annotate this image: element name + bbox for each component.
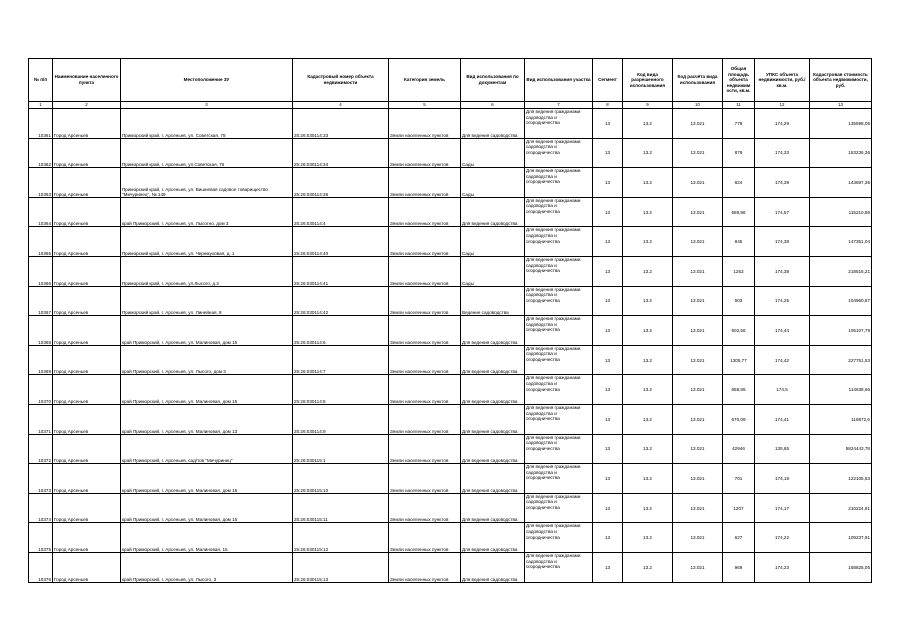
land-category-cell: Земли населенных пунктов bbox=[389, 227, 461, 257]
land-category-cell: Земли населенных пунктов bbox=[389, 523, 461, 553]
row-number: 10365 bbox=[29, 227, 53, 257]
land-category-cell: Земли населенных пунктов bbox=[389, 404, 461, 434]
cadastral-value-cell: 168825,05 bbox=[810, 552, 872, 582]
parcel-use-cell: Для ведения гражданами садоводства и огородничества bbox=[525, 375, 593, 405]
document-use-cell: Сады bbox=[461, 168, 525, 198]
area-cell: 602,56 bbox=[723, 316, 755, 346]
use-code-cell: 13.2 bbox=[623, 464, 673, 494]
column-number: 8 bbox=[593, 102, 623, 109]
header-cell: Вид использования участка bbox=[525, 59, 593, 102]
document-use-cell: Для ведения садоводства bbox=[461, 375, 525, 405]
row-number: 10374 bbox=[29, 493, 53, 523]
calc-code-cell: 13.021 bbox=[673, 227, 723, 257]
calc-code-cell: 13.021 bbox=[673, 286, 723, 316]
parcel-use-cell: Для ведения гражданами садоводства и огородничества bbox=[525, 168, 593, 198]
header-cell: Общая площадь объекта недвижим ости, кв.м. bbox=[723, 59, 755, 102]
column-number-row bbox=[29, 102, 872, 109]
location-cell: край Приморский, г. Арсеньев, ул. Малиновая, дом 15 bbox=[121, 464, 293, 494]
parcel-use-cell: Для ведения гражданами садоводства и огородничества bbox=[525, 138, 593, 168]
cadastral-table bbox=[28, 58, 872, 583]
cadastral-value-cell: 135598,05 bbox=[810, 109, 872, 139]
header-cell: Сегмент bbox=[593, 59, 623, 102]
segment-cell: 13 bbox=[593, 256, 623, 286]
document-use-cell: Сады bbox=[461, 256, 525, 286]
segment-cell: 13 bbox=[593, 286, 623, 316]
cadastral-value-cell: 5824443,78 bbox=[810, 434, 872, 464]
parcel-use-cell: Для ведения гражданами садоводства и огородничества bbox=[525, 404, 593, 434]
table-row bbox=[29, 168, 872, 198]
document-use-cell: Для ведения садоводства bbox=[461, 464, 525, 494]
segment-cell: 13 bbox=[593, 345, 623, 375]
header-cell: Местоположение ЗУ bbox=[121, 59, 293, 102]
cadastral-value-cell: 105107,79 bbox=[810, 316, 872, 346]
cadastral-number-cell: 25:26:030114:8 bbox=[293, 375, 389, 405]
row-number: 10366 bbox=[29, 256, 53, 286]
upks-cell: 174,57 bbox=[755, 197, 810, 227]
table-row bbox=[29, 197, 872, 227]
cadastral-number-cell: 25:26:030115:10 bbox=[293, 464, 389, 494]
row-number: 10369 bbox=[29, 345, 53, 375]
location-cell: Приморский край, г. Арсеньев, ул. Линейная, 8 bbox=[121, 286, 293, 316]
land-category-cell: Земли населенных пунктов bbox=[389, 493, 461, 523]
calc-code-cell: 13.021 bbox=[673, 434, 723, 464]
row-number: 10361 bbox=[29, 109, 53, 139]
column-number: 4 bbox=[293, 102, 389, 109]
row-number: 10371 bbox=[29, 404, 53, 434]
area-cell: 1253 bbox=[723, 256, 755, 286]
calc-code-cell: 13.021 bbox=[673, 345, 723, 375]
row-number: 10362 bbox=[29, 138, 53, 168]
upks-cell: 174,33 bbox=[755, 138, 810, 168]
calc-code-cell: 13.021 bbox=[673, 256, 723, 286]
parcel-use-cell: Для ведения гражданами садоводства и огородничества bbox=[525, 345, 593, 375]
area-cell: 670,09 bbox=[723, 404, 755, 434]
use-code-cell: 13.2 bbox=[623, 493, 673, 523]
area-cell: 845 bbox=[723, 227, 755, 257]
area-cell: 1207 bbox=[723, 493, 755, 523]
column-number: 1 bbox=[29, 102, 53, 109]
location-cell: Приморский край, г. Арсеньев, ул.Лысого, д.3 bbox=[121, 256, 293, 286]
segment-cell: 13 bbox=[593, 552, 623, 582]
cadastral-number-cell: 25:26:030114:6 bbox=[293, 316, 389, 346]
location-cell: край Приморский, г. Арсеньев, ул. Лысогно, дом 3 bbox=[121, 197, 293, 227]
cadastral-number-cell: 25:26:030114:9 bbox=[293, 404, 389, 434]
cadastral-number-cell: 25:26:030114:41 bbox=[293, 256, 389, 286]
document-sheet bbox=[28, 58, 871, 583]
land-category-cell: Земли населенных пунктов bbox=[389, 434, 461, 464]
area-cell: 603 bbox=[723, 286, 755, 316]
table-row bbox=[29, 523, 872, 553]
settlement-cell: Город Арсеньев bbox=[53, 316, 121, 346]
calc-code-cell: 13.021 bbox=[673, 168, 723, 198]
cadastral-number-cell: 25:26:030114:7 bbox=[293, 345, 389, 375]
upks-cell: 174,42 bbox=[755, 345, 810, 375]
settlement-cell: Город Арсеньев bbox=[53, 256, 121, 286]
settlement-cell: Город Арсеньев bbox=[53, 464, 121, 494]
upks-cell: 174,25 bbox=[755, 286, 810, 316]
table-row bbox=[29, 227, 872, 257]
calc-code-cell: 13.021 bbox=[673, 552, 723, 582]
use-code-cell: 13.2 bbox=[623, 109, 673, 139]
cadastral-value-cell: 153236,36 bbox=[810, 138, 872, 168]
cadastral-value-cell: 104960,87 bbox=[810, 286, 872, 316]
table-row bbox=[29, 138, 872, 168]
document-use-cell: Для ведения садоводства bbox=[461, 109, 525, 139]
parcel-use-cell: Для ведения гражданами садоводства и огородничества bbox=[525, 493, 593, 523]
segment-cell: 13 bbox=[593, 197, 623, 227]
segment-cell: 13 bbox=[593, 493, 623, 523]
table-row bbox=[29, 316, 872, 346]
header-row bbox=[29, 59, 872, 102]
cadastral-value-cell: 122105,53 bbox=[810, 464, 872, 494]
header-cell: Код расчёта вида использования bbox=[673, 59, 723, 102]
cadastral-number-cell: 25:26:030114:4 bbox=[293, 197, 389, 227]
cadastral-value-cell: 218516,21 bbox=[810, 256, 872, 286]
use-code-cell: 13.2 bbox=[623, 523, 673, 553]
settlement-cell: Город Арсеньев bbox=[53, 345, 121, 375]
cadastral-number-cell: 25:26:030114:33 bbox=[293, 109, 389, 139]
use-code-cell: 13.2 bbox=[623, 227, 673, 257]
calc-code-cell: 13.021 bbox=[673, 404, 723, 434]
use-code-cell: 13.2 bbox=[623, 286, 673, 316]
location-cell: Приморский край, г. Арсеньев, ул. Вишневая садовое товарищество "Мичуринец", № 149 bbox=[121, 168, 293, 198]
settlement-cell: Город Арсеньев bbox=[53, 109, 121, 139]
area-cell: 1305,77 bbox=[723, 345, 755, 375]
location-cell: Приморский край, г. Арсеньев, ул.Советская, 76 bbox=[121, 138, 293, 168]
column-number: 11 bbox=[723, 102, 755, 109]
settlement-cell: Город Арсеньев bbox=[53, 434, 121, 464]
header-cell: УПКС объекта недвижимости, руб./кв.м. bbox=[755, 59, 810, 102]
land-category-cell: Земли населенных пунктов bbox=[389, 316, 461, 346]
area-cell: 659,96 bbox=[723, 197, 755, 227]
location-cell: край Приморский, г. Арсеньев, ул. Лысого, дом 3 bbox=[121, 345, 293, 375]
document-use-cell: Сады bbox=[461, 138, 525, 168]
segment-cell: 13 bbox=[593, 375, 623, 405]
location-cell: край Приморский, г. Арсеньев, сад/тов "Мичуринец" bbox=[121, 434, 293, 464]
upks-cell: 135,65 bbox=[755, 434, 810, 464]
parcel-use-cell: Для ведения гражданами садоводства и огородничества bbox=[525, 523, 593, 553]
cadastral-number-cell: 25:26:030114:36 bbox=[293, 168, 389, 198]
area-cell: 701 bbox=[723, 464, 755, 494]
area-cell: 969 bbox=[723, 552, 755, 582]
calc-code-cell: 13.021 bbox=[673, 197, 723, 227]
table-body bbox=[29, 109, 872, 583]
header-cell: Кадастровый номер объекта недвижимости bbox=[293, 59, 389, 102]
column-number: 13 bbox=[810, 102, 872, 109]
document-use-cell: Для ведения садоводства bbox=[461, 434, 525, 464]
settlement-cell: Город Арсеньев bbox=[53, 227, 121, 257]
row-number: 10372 bbox=[29, 434, 53, 464]
table-row bbox=[29, 345, 872, 375]
settlement-cell: Город Арсеньев bbox=[53, 168, 121, 198]
land-category-cell: Земли населенных пунктов bbox=[389, 345, 461, 375]
column-number: 2 bbox=[53, 102, 121, 109]
settlement-cell: Город Арсеньев bbox=[53, 375, 121, 405]
document-use-cell: Для ведения садоводства bbox=[461, 316, 525, 346]
use-code-cell: 13.2 bbox=[623, 345, 673, 375]
table-row bbox=[29, 256, 872, 286]
upks-cell: 174,41 bbox=[755, 404, 810, 434]
column-number: 3 bbox=[121, 102, 293, 109]
cadastral-value-cell: 109237,91 bbox=[810, 523, 872, 553]
land-category-cell: Земли населенных пунктов bbox=[389, 375, 461, 405]
land-category-cell: Земли населенных пунктов bbox=[389, 168, 461, 198]
settlement-cell: Город Арсеньев bbox=[53, 523, 121, 553]
row-number: 10367 bbox=[29, 286, 53, 316]
location-cell: Приморский край, г. Арсеньев, ул. Черемуховая, д. 1 bbox=[121, 227, 293, 257]
calc-code-cell: 13.021 bbox=[673, 493, 723, 523]
settlement-cell: Город Арсеньев bbox=[53, 552, 121, 582]
upks-cell: 174,38 bbox=[755, 256, 810, 286]
header-cell: № п/п bbox=[29, 59, 53, 102]
upks-cell: 174,5 bbox=[755, 375, 810, 405]
table-row bbox=[29, 375, 872, 405]
upks-cell: 174,17 bbox=[755, 493, 810, 523]
calc-code-cell: 13.021 bbox=[673, 464, 723, 494]
cadastral-value-cell: 147351,04 bbox=[810, 227, 872, 257]
location-cell: край Приморский, г. Арсеньев, ул. Малиновая, дом 13 bbox=[121, 404, 293, 434]
segment-cell: 13 bbox=[593, 523, 623, 553]
land-category-cell: Земли населенных пунктов bbox=[389, 138, 461, 168]
segment-cell: 13 bbox=[593, 434, 623, 464]
document-use-cell: Для ведения садоводства bbox=[461, 197, 525, 227]
area-cell: 627 bbox=[723, 523, 755, 553]
segment-cell: 13 bbox=[593, 404, 623, 434]
cadastral-value-cell: 227751,53 bbox=[810, 345, 872, 375]
calc-code-cell: 13.021 bbox=[673, 316, 723, 346]
area-cell: 658,85 bbox=[723, 375, 755, 405]
location-cell: край Приморский, г. Арсеньев, ул. Лысого, 3 bbox=[121, 552, 293, 582]
upks-cell: 174,22 bbox=[755, 523, 810, 553]
location-cell: край Приморский, г. Арсеньев, ул. Малиновая, 15 bbox=[121, 523, 293, 553]
settlement-cell: Город Арсеньев bbox=[53, 286, 121, 316]
row-number: 10368 bbox=[29, 316, 53, 346]
settlement-cell: Город Арсеньев bbox=[53, 404, 121, 434]
settlement-cell: Город Арсеньев bbox=[53, 138, 121, 168]
land-category-cell: Земли населенных пунктов bbox=[389, 109, 461, 139]
use-code-cell: 13.2 bbox=[623, 316, 673, 346]
row-number: 10364 bbox=[29, 197, 53, 227]
row-number: 10370 bbox=[29, 375, 53, 405]
table-row bbox=[29, 552, 872, 582]
upks-cell: 174,44 bbox=[755, 316, 810, 346]
area-cell: 879 bbox=[723, 138, 755, 168]
column-number: 9 bbox=[623, 102, 673, 109]
cadastral-number-cell: 25:26:030114:34 bbox=[293, 138, 389, 168]
location-cell: край Приморский, г. Арсеньев, ул. Малиновая, дом 15 bbox=[121, 316, 293, 346]
document-use-cell: Сады bbox=[461, 227, 525, 257]
calc-code-cell: 13.021 bbox=[673, 109, 723, 139]
cadastral-value-cell: 143697,36 bbox=[810, 168, 872, 198]
land-category-cell: Земли населенных пунктов bbox=[389, 197, 461, 227]
column-number: 12 bbox=[755, 102, 810, 109]
table-row bbox=[29, 493, 872, 523]
area-cell: 42946 bbox=[723, 434, 755, 464]
row-number: 10376 bbox=[29, 552, 53, 582]
upks-cell: 174,19 bbox=[755, 464, 810, 494]
upks-cell: 174,23 bbox=[755, 552, 810, 582]
parcel-use-cell: Для ведения гражданами садоводства и огородничества bbox=[525, 316, 593, 346]
table-row bbox=[29, 109, 872, 139]
parcel-use-cell: Для ведения гражданами садоводства и огородничества bbox=[525, 256, 593, 286]
table-row bbox=[29, 286, 872, 316]
segment-cell: 13 bbox=[593, 227, 623, 257]
document-use-cell: Для ведения садоводства bbox=[461, 404, 525, 434]
cadastral-number-cell: 25:26:030115:11 bbox=[293, 493, 389, 523]
calc-code-cell: 13.021 bbox=[673, 523, 723, 553]
upks-cell: 174,29 bbox=[755, 109, 810, 139]
table-row bbox=[29, 404, 872, 434]
land-category-cell: Земли населенных пунктов bbox=[389, 286, 461, 316]
use-code-cell: 13.2 bbox=[623, 434, 673, 464]
use-code-cell: 13.2 bbox=[623, 404, 673, 434]
column-number: 6 bbox=[461, 102, 525, 109]
parcel-use-cell: Для ведения гражданами садоводства и огородничества bbox=[525, 197, 593, 227]
location-cell: Приморский край, г. Арсеньев, ул. Советская, 78 bbox=[121, 109, 293, 139]
parcel-use-cell: Для ведения гражданами садоводства и огородничества bbox=[525, 464, 593, 494]
row-number: 10375 bbox=[29, 523, 53, 553]
calc-code-cell: 13.021 bbox=[673, 375, 723, 405]
column-number: 7 bbox=[525, 102, 593, 109]
settlement-cell: Город Арсеньев bbox=[53, 197, 121, 227]
header-cell: Код вида разрешенного использования bbox=[623, 59, 673, 102]
segment-cell: 13 bbox=[593, 464, 623, 494]
use-code-cell: 13.2 bbox=[623, 168, 673, 198]
cadastral-number-cell: 25:26:030115:1 bbox=[293, 434, 389, 464]
document-use-cell: Для ведения садоводства bbox=[461, 345, 525, 375]
use-code-cell: 13.2 bbox=[623, 256, 673, 286]
cadastral-value-cell: 115210,86 bbox=[810, 197, 872, 227]
segment-cell: 13 bbox=[593, 316, 623, 346]
cadastral-value-cell: 114638,66 bbox=[810, 375, 872, 405]
parcel-use-cell: Для ведения гражданами садоводства и огородничества bbox=[525, 552, 593, 582]
land-category-cell: Земли населенных пунктов bbox=[389, 464, 461, 494]
document-use-cell: Для ведения садоводства bbox=[461, 552, 525, 582]
settlement-cell: Город Арсеньев bbox=[53, 493, 121, 523]
row-number: 10373 bbox=[29, 464, 53, 494]
column-number: 5 bbox=[389, 102, 461, 109]
location-cell: край Приморский, г. Арсеньев, ул. Малиновая, дом 15 bbox=[121, 375, 293, 405]
header-cell: Наименование населенного пункта bbox=[53, 59, 121, 102]
calc-code-cell: 13.021 bbox=[673, 138, 723, 168]
parcel-use-cell: Для ведения гражданами садоводства и огородничества bbox=[525, 286, 593, 316]
cadastral-number-cell: 25:26:030114:42 bbox=[293, 286, 389, 316]
location-cell: край Приморский, г. Арсеньев, ул. Малиновая, дом 15 bbox=[121, 493, 293, 523]
use-code-cell: 13.2 bbox=[623, 197, 673, 227]
table-row bbox=[29, 464, 872, 494]
upks-cell: 174,39 bbox=[755, 168, 810, 198]
table-row bbox=[29, 434, 872, 464]
use-code-cell: 13.2 bbox=[623, 552, 673, 582]
document-use-cell: Ведение садоводства bbox=[461, 286, 525, 316]
header-cell: Вид использования по документам bbox=[461, 59, 525, 102]
land-category-cell: Земли населенных пунктов bbox=[389, 552, 461, 582]
cadastral-value-cell: 116872,6 bbox=[810, 404, 872, 434]
parcel-use-cell: Для ведения гражданами садоводства и огородничества bbox=[525, 109, 593, 139]
upks-cell: 174,38 bbox=[755, 227, 810, 257]
cadastral-number-cell: 25:26:030115:13 bbox=[293, 552, 389, 582]
header-cell: Кадастровая стоимость объекта недвижимости, руб. bbox=[810, 59, 872, 102]
document-use-cell: Для ведения садоводства bbox=[461, 523, 525, 553]
parcel-use-cell: Для ведения гражданами садоводства и огородничества bbox=[525, 227, 593, 257]
document-use-cell: Для ведения садоводства bbox=[461, 493, 525, 523]
cadastral-value-cell: 210224,91 bbox=[810, 493, 872, 523]
segment-cell: 13 bbox=[593, 168, 623, 198]
cadastral-number-cell: 25:26:030114:40 bbox=[293, 227, 389, 257]
column-number: 10 bbox=[673, 102, 723, 109]
area-cell: 824 bbox=[723, 168, 755, 198]
parcel-use-cell: Для ведения гражданами садоводства и огородничества bbox=[525, 434, 593, 464]
row-number: 10363 bbox=[29, 168, 53, 198]
segment-cell: 13 bbox=[593, 138, 623, 168]
cadastral-number-cell: 25:26:030115:12 bbox=[293, 523, 389, 553]
land-category-cell: Земли населенных пунктов bbox=[389, 256, 461, 286]
use-code-cell: 13.2 bbox=[623, 138, 673, 168]
area-cell: 778 bbox=[723, 109, 755, 139]
use-code-cell: 13.2 bbox=[623, 375, 673, 405]
header-cell: Категория земель bbox=[389, 59, 461, 102]
segment-cell: 13 bbox=[593, 109, 623, 139]
